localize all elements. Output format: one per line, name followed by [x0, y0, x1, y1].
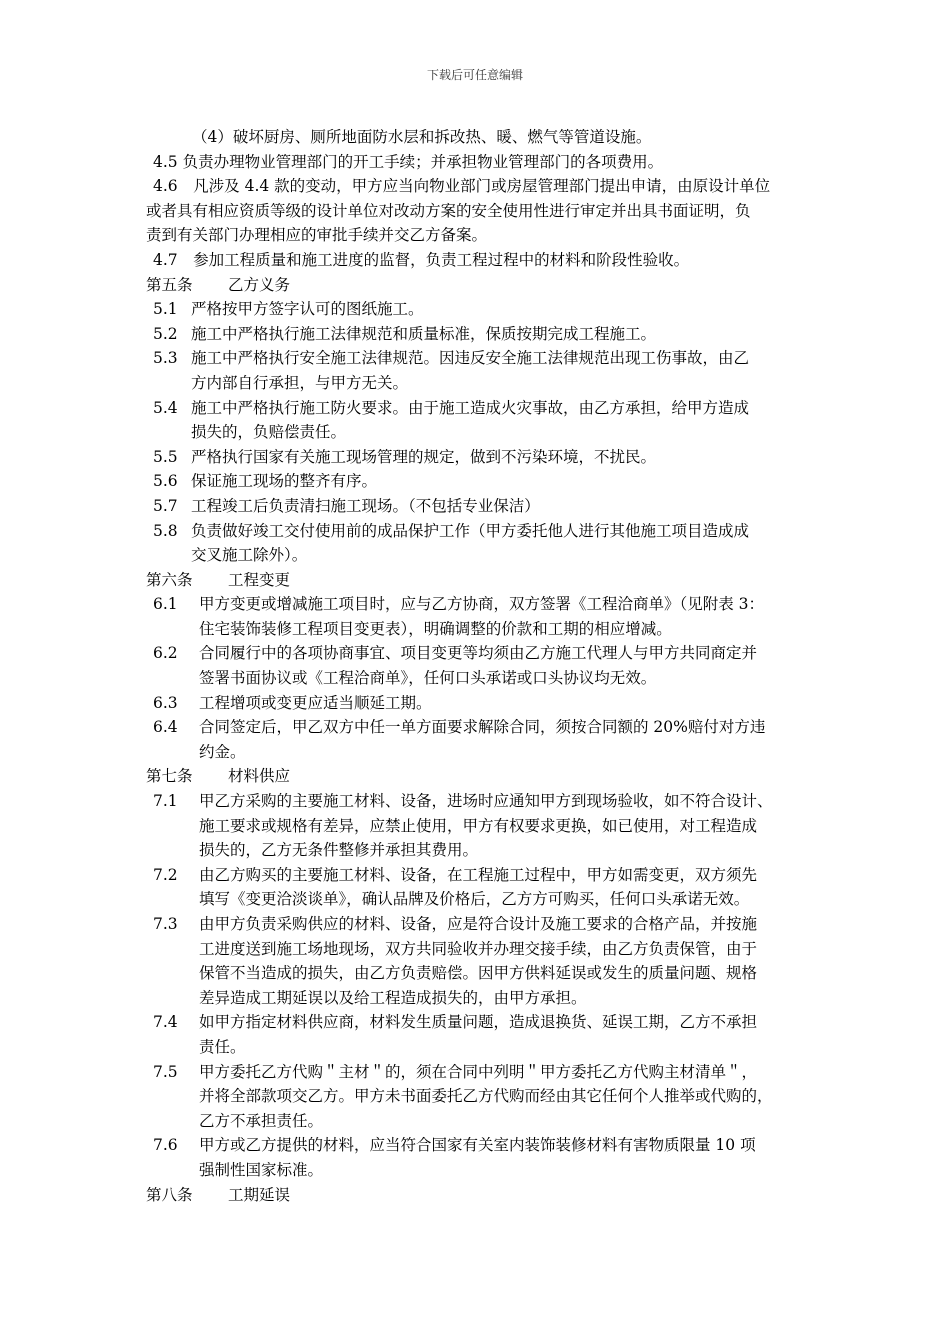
- clause-text: [199, 789, 816, 863]
- clause-text-line: 强制性国家标准。: [199, 1160, 324, 1179]
- clause-text-line: 负责做好竣工交付使用前的成品保护工作（甲方委托他人进行其他施工项目造成成: [191, 521, 750, 540]
- clause-item: [146, 519, 816, 568]
- clause-text: [191, 346, 816, 395]
- clause-item: [146, 912, 816, 1010]
- clause-text-line: 保管不当造成的损失，由乙方负责赔偿。因甲方供料延误或发生的质量问题、规格: [199, 964, 758, 983]
- clause-number: 5.3: [153, 349, 178, 368]
- clause-text-line: 交叉施工除外）。: [191, 546, 308, 565]
- clause-item: [146, 469, 816, 494]
- clause-item: [146, 1060, 816, 1134]
- clause-text-line: 甲方变更或增减施工项目时，应与乙方协商，双方签署《工程洽商单》（见附表 3：: [199, 595, 765, 614]
- clause-number: 5.2: [153, 324, 178, 343]
- clause-item: [146, 445, 816, 470]
- article-title: 乙方义务: [228, 275, 291, 294]
- clause-text-line: 方内部自行承担，与甲方无关。: [191, 373, 409, 392]
- clause-text: [199, 1010, 816, 1059]
- clause-text: [199, 691, 816, 716]
- clause-text: [191, 519, 816, 568]
- article-label: 第六条: [146, 570, 193, 589]
- article-title: 工程变更: [228, 570, 291, 589]
- clause-number: 5.7: [153, 496, 178, 515]
- clause-text: [199, 912, 816, 1010]
- contract-body: [146, 125, 816, 1207]
- article-label: 第七条: [146, 767, 193, 786]
- clause-4-5: 4.5 负责办理物业管理部门的开工手续；并承担物业管理部门的各项费用。: [153, 152, 664, 171]
- clause-text: [191, 322, 816, 347]
- clause-item: [146, 494, 816, 519]
- clause-number: 5.6: [153, 472, 178, 491]
- clause-number: 7.1: [153, 792, 178, 811]
- article-7-heading: [146, 764, 816, 789]
- clause-text-line: 由乙方购买的主要施工材料、设备，在工程施工过程中，甲方如需变更，双方须先: [199, 865, 758, 884]
- clause-4-6-line-3: 责到有关部门办理相应的审批手续并交乙方备案。: [146, 226, 488, 245]
- clause-text: [199, 715, 816, 764]
- clause-number: 5.8: [153, 521, 178, 540]
- clause-text-line: 并将全部款项交乙方。甲方未书面委托乙方代购而经由其它任何个人推举或代购的，: [199, 1087, 773, 1106]
- article-6-items: [146, 592, 816, 764]
- clause-text-line: 填写《变更洽淡谈单》，确认品牌及价格后，乙方方可购买，任何口头承诺无效。: [199, 890, 750, 909]
- clause-text-line: 施工中严格执行施工法律规范和质量标准，保质按期完成工程施工。: [191, 324, 657, 343]
- clause-text: [191, 445, 816, 470]
- clause-item: [146, 322, 816, 347]
- article-title: 工期延误: [228, 1185, 291, 1204]
- clause-number: 6.3: [153, 693, 178, 712]
- clause-item: [146, 592, 816, 641]
- clause-text-line: 如甲方指定材料供应商，材料发生质量问题，造成退换货、延误工期，乙方不承担: [199, 1013, 758, 1032]
- clause-number: 7.6: [153, 1136, 178, 1155]
- article-label: 第八条: [146, 1185, 193, 1204]
- clause-text-line: 合同签定后，甲乙双方中任一单方面要求解除合同，须按合同额的 20%赔付对方违: [199, 718, 766, 737]
- clause-number: 6.2: [153, 644, 178, 663]
- clause-text-line: 施工中严格执行施工防火要求。由于施工造成火灾事故，由乙方承担，给甲方造成: [191, 398, 750, 417]
- clause-text-line: 严格执行国家有关施工现场管理的规定，做到不污染环境，不扰民。: [191, 447, 657, 466]
- clause-text-line: 工程增项或变更应适当顺延工期。: [199, 693, 432, 712]
- clause-text-line: 约金。: [199, 742, 246, 761]
- article-5-heading: [146, 273, 816, 298]
- clause-text: [199, 863, 816, 912]
- clause-item: [146, 715, 816, 764]
- clause-text: [191, 297, 816, 322]
- clause-item: [146, 1133, 816, 1182]
- clause-item: [146, 297, 816, 322]
- clause-number: 7.5: [153, 1062, 178, 1081]
- clause-text-line: 差异造成工期延误以及给工程造成损失的，由甲方承担。: [199, 988, 587, 1007]
- clause-text-line: 甲方或乙方提供的材料，应当符合国家有关室内装饰装修材料有害物质限量 10 项: [199, 1136, 756, 1155]
- clause-text: [199, 1060, 816, 1134]
- clause-number: 6.4: [153, 718, 178, 737]
- clause-number: 6.1: [153, 595, 178, 614]
- clause-number: 7.2: [153, 865, 178, 884]
- clause-text-line: 住宅装饰装修工程项目变更表），明确调整的价款和工期的相应增减。: [199, 619, 672, 638]
- clause-item: [146, 863, 816, 912]
- article-5-items: [146, 297, 816, 568]
- clause-item: [146, 346, 816, 395]
- clause-text: [191, 494, 816, 519]
- clause-text-line: 工程竣工后负责清扫施工现场。（不包括专业保洁）: [191, 496, 540, 515]
- clause-text-line: 施工要求或规格有差异，应禁止使用，甲方有权要求更换，如已使用，对工程造成: [199, 816, 758, 835]
- article-6-heading: [146, 568, 816, 593]
- clause-text: [191, 469, 816, 494]
- clause-text: [191, 396, 816, 445]
- page-header-note: 下载后可任意编辑: [426, 68, 523, 82]
- clause-text-line: 严格按甲方签字认可的图纸施工。: [191, 300, 424, 319]
- article-title: 材料供应: [228, 767, 291, 786]
- clause-text-line: 责任。: [199, 1037, 246, 1056]
- clause-text-line: 甲方委托乙方代购＂主材＂的，须在合同中列明＂甲方委托乙方代购主材清单＂，: [199, 1062, 758, 1081]
- clause-number: 5.5: [153, 447, 178, 466]
- article-label: 第五条: [146, 275, 193, 294]
- clause-text-line: 乙方不承担责任。: [199, 1111, 324, 1130]
- clause-item: [146, 396, 816, 445]
- clause-item: [146, 641, 816, 690]
- clause-number: 7.4: [153, 1013, 178, 1032]
- clause-number: 7.3: [153, 915, 178, 933]
- clause-text: [199, 641, 816, 690]
- clause-text-line: 签署书面协议或《工程洽商单》，任何口头承诺或口头协议均无效。: [199, 669, 657, 688]
- clause-item: [146, 789, 816, 863]
- article-8-heading: [146, 1183, 816, 1208]
- clause-text: [199, 1133, 816, 1182]
- article-7-items: [146, 789, 816, 1183]
- clause-text-line: 合同履行中的各项协商事宜、项目变更等均须由乙方施工代理人与甲方共同商定并: [199, 644, 758, 663]
- clause-item: [146, 691, 816, 716]
- clause-text-line: 损失的，负赔偿责任。: [191, 423, 347, 442]
- clause-number: 5.4: [153, 398, 178, 417]
- clause-4-4-item-4: （4）破坏厨房、厕所地面防水层和拆改热、暖、燃气等管道设施。: [192, 128, 652, 146]
- clause-4-7: 4.7 参加工程质量和施工进度的监督，负责工程过程中的材料和阶段性验收。: [153, 250, 690, 269]
- clause-4-6-line-2: 或者具有相应资质等级的设计单位对改动方案的安全使用性进行审定并出具书面证明，负: [146, 201, 751, 220]
- clause-text-line: 甲乙方采购的主要施工材料、设备，进场时应通知甲方到现场验收，如不符合设计、: [199, 792, 773, 811]
- clause-text-line: 保证施工现场的整齐有序。: [191, 472, 378, 491]
- clause-text-line: 工进度送到施工场地现场，双方共同验收并办理交接手续，由乙方负责保管，由于: [199, 939, 758, 958]
- clause-text-line: 由甲方负责采购供应的材料、设备，应是符合设计及施工要求的合格产品，并按施: [199, 915, 758, 933]
- clause-text-line: 施工中严格执行安全施工法律规范。因违反安全施工法律规范出现工伤事故，由乙: [191, 349, 750, 368]
- clause-item: [146, 1010, 816, 1059]
- clause-number: 5.1: [153, 300, 178, 319]
- clause-4-6-line-1: 4.6 凡涉及 4.4 款的变动，甲方应当向物业部门或房屋管理部门提出申请，由原设计单位: [153, 177, 771, 196]
- clause-text-line: 损失的，乙方无条件整修并承担其费用。: [199, 841, 479, 860]
- clause-text: [199, 592, 816, 641]
